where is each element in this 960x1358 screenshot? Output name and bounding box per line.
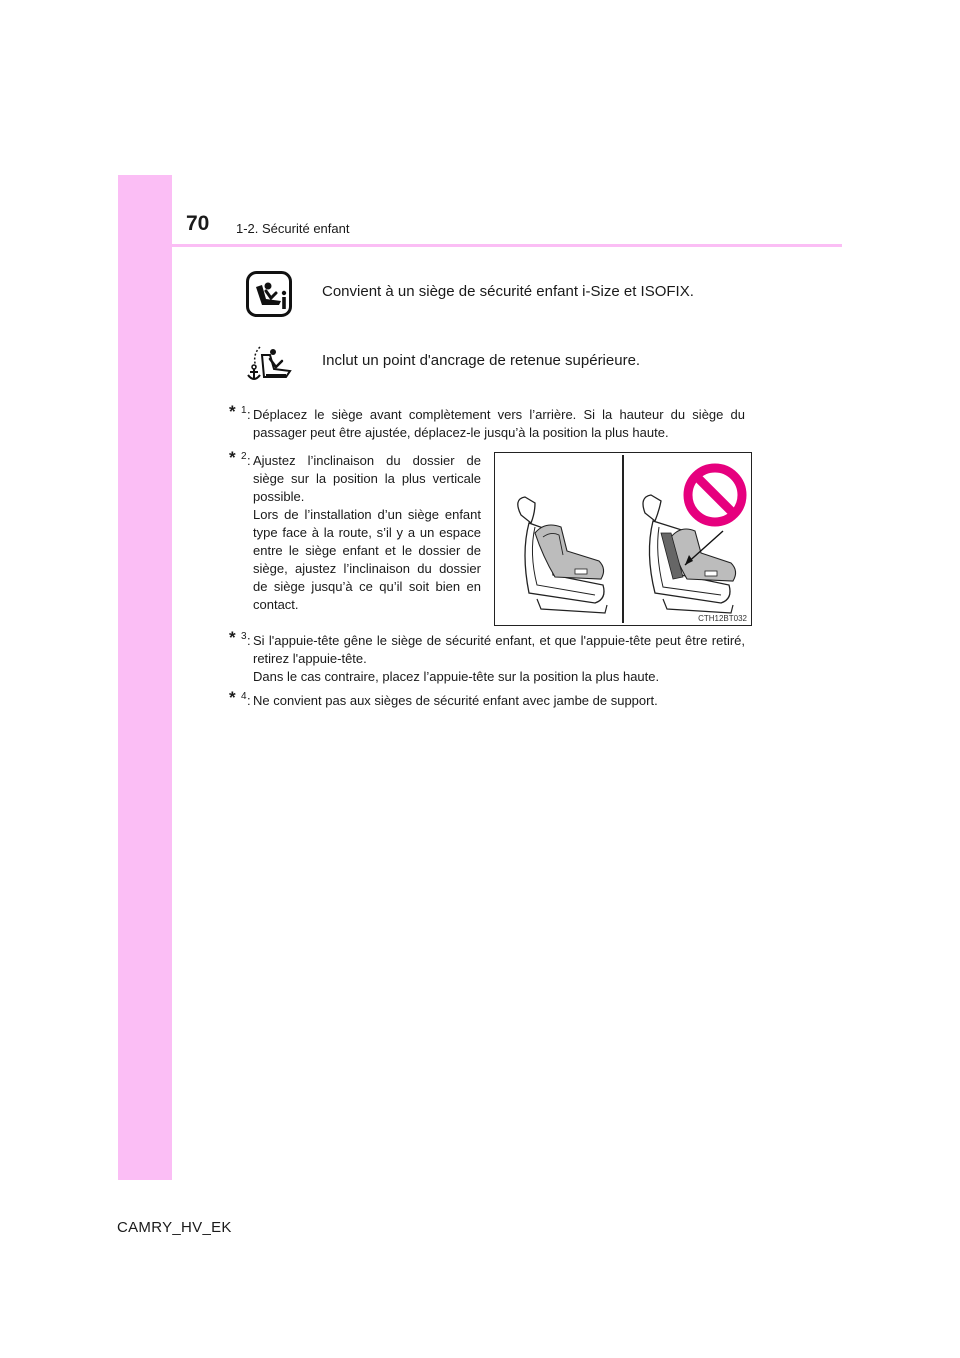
footnote-colon: :	[247, 633, 251, 648]
header-divider	[172, 244, 842, 247]
isofix-seat-icon	[246, 271, 292, 317]
footnote-text: Dans le cas contraire, placez l’appuie-tête sur la position la plus haute.	[253, 669, 660, 684]
footnote-4	[229, 688, 745, 710]
footnote-text: Ajustez l’inclinaison du dossier de siège sur la position la plus verticale possible.	[253, 453, 481, 504]
footnote-text: Déplacez le siège avant complètement vers l’arrière. Si la hauteur du siège du passager peut être ajustée, déplacez-le jusqu’à la position la plus haute.	[253, 407, 745, 440]
footnote-colon: :	[247, 453, 251, 468]
legend-text-top-tether: Inclut un point d'ancrage de retenue supérieure.	[322, 352, 641, 369]
footnote-asterisk: *	[229, 448, 236, 467]
footnote-text: Si l'appuie-tête gêne le siège de sécurité enfant, et que l'appuie-tête peut être retiré, retirez l'appuie-tête.	[253, 633, 745, 666]
chapter-tab	[118, 175, 172, 1180]
footnote-number: 1	[241, 405, 247, 416]
footnote-1	[229, 402, 745, 442]
footnote-3	[229, 628, 745, 686]
seat-recline-figure	[494, 452, 752, 626]
page-number: 70	[186, 212, 210, 235]
seat-correct-illustration	[518, 497, 607, 613]
footnote-asterisk: *	[229, 688, 236, 707]
footnote-number: 2	[241, 451, 247, 462]
footer-model-code: CAMRY_HV_EK	[117, 1219, 232, 1236]
top-tether-anchor-icon	[246, 343, 292, 383]
footnote-asterisk: *	[229, 628, 236, 647]
footnote-2	[229, 448, 481, 614]
footnote-number: 4	[241, 691, 247, 702]
footnote-colon: :	[247, 693, 251, 708]
section-title: 1-2. Sécurité enfant	[236, 221, 350, 236]
footnote-colon: :	[247, 407, 251, 422]
footnote-text: Lors de l’installation d’un siège enfant type face à la route, s’il y a un espace entre le siège enfant et le dossier de siège, ajustez l’inclinaison du dossier de siège jusqu’à ce qu’il soit bien en contact.	[253, 507, 481, 612]
legend-text-isofix: Convient à un siège de sécurité enfant i-Size et ISOFIX.	[322, 283, 694, 300]
footnote-text: Ne convient pas aux sièges de sécurité enfant avec jambe de support.	[253, 693, 658, 708]
footnote-asterisk: *	[229, 402, 236, 421]
prohibited-icon	[688, 468, 742, 522]
figure-code: CTH12BT032	[698, 614, 747, 623]
footnote-number: 3	[241, 631, 247, 642]
